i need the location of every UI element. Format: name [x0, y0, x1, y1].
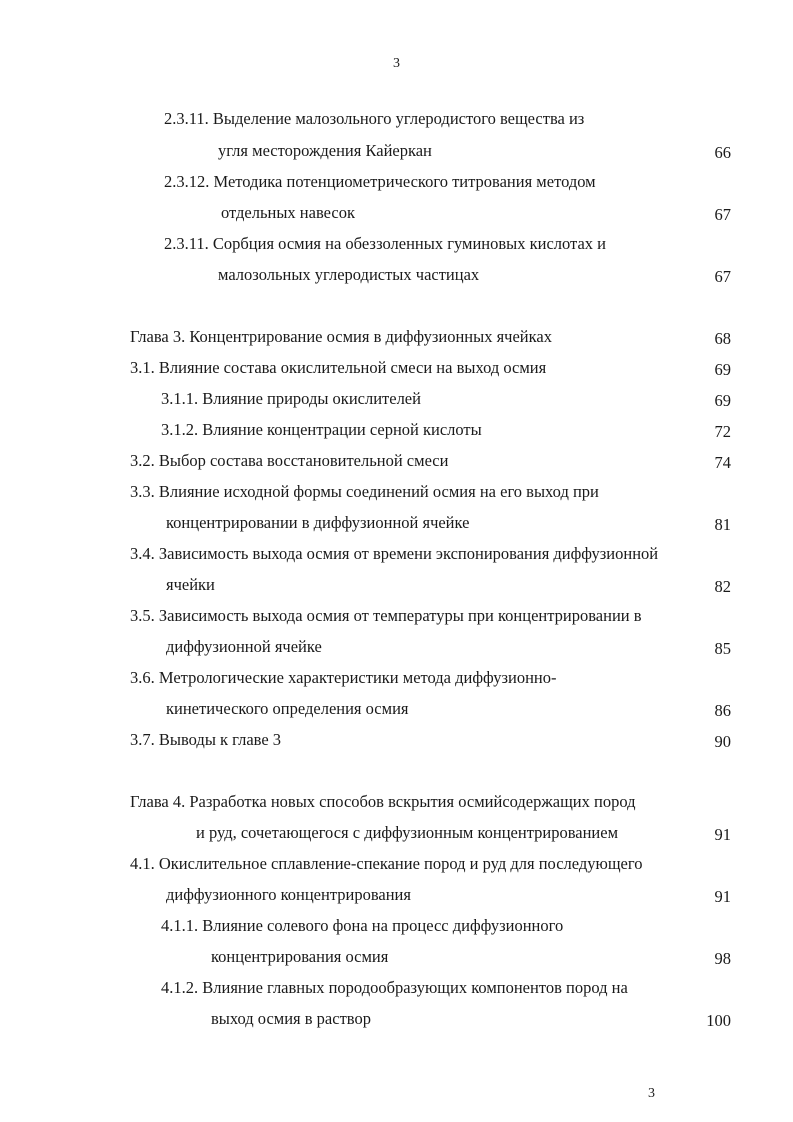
- page-number-top: 3: [393, 56, 400, 71]
- toc-entry-line: 2.3.11. Выделение малозольного углеродистого вещества из: [164, 109, 585, 128]
- toc-chapter-title: Глава 3. Концентрирование осмия в диффузионных ячейках: [130, 327, 552, 346]
- toc-page-number: 98: [714, 949, 731, 968]
- toc-page-number: 69: [714, 391, 731, 410]
- toc-entry-line: отдельных навесок: [221, 203, 355, 222]
- toc-entry-line: 2.3.12. Методика потенциометрического титрования методом: [164, 172, 596, 191]
- toc-entry-line: концентрирования осмия: [211, 947, 389, 966]
- toc-entry-line: 3.6. Метрологические характеристики метода диффузионно-: [130, 668, 557, 687]
- toc-entry-line: малозольных углеродистых частицах: [218, 265, 480, 284]
- toc-entry-line: ячейки: [166, 575, 215, 594]
- toc-page-number: 67: [714, 205, 731, 224]
- toc-entry-line: 3.1.1. Влияние природы окислителей: [161, 389, 421, 408]
- toc-page-number: 69: [714, 360, 731, 379]
- toc-entry-line: 3.4. Зависимость выхода осмия от времени экспонирования диффузионной: [130, 544, 659, 563]
- toc-entry-line: 4.1.1. Влияние солевого фона на процесс диффузионного: [161, 916, 564, 935]
- toc-page-number: 86: [714, 701, 731, 720]
- toc-entry-line: кинетического определения осмия: [166, 699, 409, 718]
- toc-page-number: 74: [714, 453, 731, 472]
- toc-page-number: 67: [714, 267, 731, 286]
- toc-page-number: 81: [714, 515, 731, 534]
- toc-entry-line: угля месторождения Кайеркан: [218, 141, 432, 160]
- toc-entry-line: диффузионной ячейке: [166, 637, 322, 656]
- page-number-bottom: 3: [648, 1086, 655, 1101]
- toc-entry-line: 3.2. Выбор состава восстановительной смеси: [130, 451, 449, 470]
- toc-page-number: 100: [706, 1011, 731, 1030]
- toc-page-number: 72: [714, 422, 731, 441]
- toc-page-number: 91: [714, 825, 731, 844]
- toc-page-number: 82: [714, 577, 731, 596]
- toc-entry-line: 4.1.2. Влияние главных породообразующих компонентов пород на: [161, 978, 628, 997]
- toc-entry-line: 2.3.11. Сорбция осмия на обеззоленных гуминовых кислотах и: [164, 234, 606, 253]
- toc-page-number: 85: [714, 639, 731, 658]
- toc-chapter-title: и руд, сочетающегося с диффузионным концентрированием: [196, 823, 619, 842]
- toc-entry-line: выход осмия в раствор: [211, 1009, 371, 1028]
- toc-entry-line: 3.5. Зависимость выхода осмия от температуры при концентрировании в: [130, 606, 642, 625]
- toc-entry-line: концентрировании в диффузионной ячейке: [166, 513, 470, 532]
- toc-entry-line: 3.3. Влияние исходной формы соединений осмия на его выход при: [130, 482, 599, 501]
- toc-entry-line: 3.7. Выводы к главе 3: [130, 730, 282, 749]
- toc-page-number: 66: [714, 143, 731, 162]
- toc-entry-line: диффузионного концентрирования: [166, 885, 411, 904]
- toc-entry-line: 3.1. Влияние состава окислительной смеси на выход осмия: [130, 358, 547, 377]
- toc-chapter-title: Глава 4. Разработка новых способов вскрытия осмийсодержащих пород: [130, 792, 636, 811]
- toc-page-number: 91: [714, 887, 731, 906]
- toc-entry-line: 4.1. Окислительное сплавление-спекание пород и руд для последующего: [130, 854, 643, 873]
- toc-page-number: 68: [714, 329, 731, 348]
- toc-entry-line: 3.1.2. Влияние концентрации серной кислоты: [161, 420, 482, 439]
- toc-page-number: 90: [714, 732, 731, 751]
